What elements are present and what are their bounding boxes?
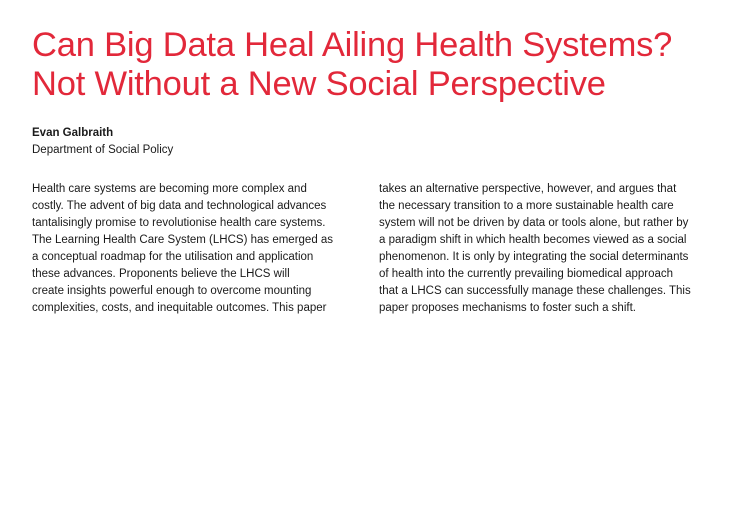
abstract-line: The Learning Health Care System (LHCS) has emerged as [32, 234, 334, 246]
abstract-line: of health into the currently prevailing biomedical approach [379, 268, 674, 280]
abstract-line: a conceptual roadmap for the utilisation and application [32, 251, 314, 263]
abstract-line: system will not be driven by data or tools alone, but rather by [379, 217, 689, 229]
abstract-line: Health care systems are becoming more complex and [32, 183, 307, 195]
abstract-line: costly. The advent of big data and technological advances [32, 200, 327, 212]
abstract-line: a paradigm shift in which health becomes viewed as a social [379, 234, 687, 246]
title-line-1: Can Big Data Heal Ailing Health Systems? [32, 26, 673, 64]
abstract-line: phenomenon. It is only by integrating the social determinants [379, 251, 689, 263]
author-affiliation: Department of Social Policy [32, 144, 174, 156]
abstract-left-column [32, 181, 362, 317]
paper-title [32, 26, 732, 104]
abstract-line: tantalisingly promise to revolutionise health care systems. [32, 217, 326, 229]
abstract-line: these advances. Proponents believe the LHCS will [32, 268, 290, 280]
abstract-line: complexities, costs, and inequitable outcomes. This paper [32, 302, 327, 314]
abstract-line: that a LHCS can successfully manage these challenges. This [379, 285, 691, 297]
abstract-line: create insights powerful enough to overcome mounting [32, 285, 312, 297]
abstract-line: the necessary transition to a more sustainable health care [379, 200, 674, 212]
abstract-right-column [379, 181, 719, 317]
abstract-line: paper proposes mechanisms to foster such a shift. [379, 302, 636, 314]
title-line-2: Not Without a New Social Perspective [32, 65, 606, 103]
abstract-line: takes an alternative perspective, however, and argues that [379, 183, 677, 195]
author-name: Evan Galbraith [32, 127, 114, 139]
